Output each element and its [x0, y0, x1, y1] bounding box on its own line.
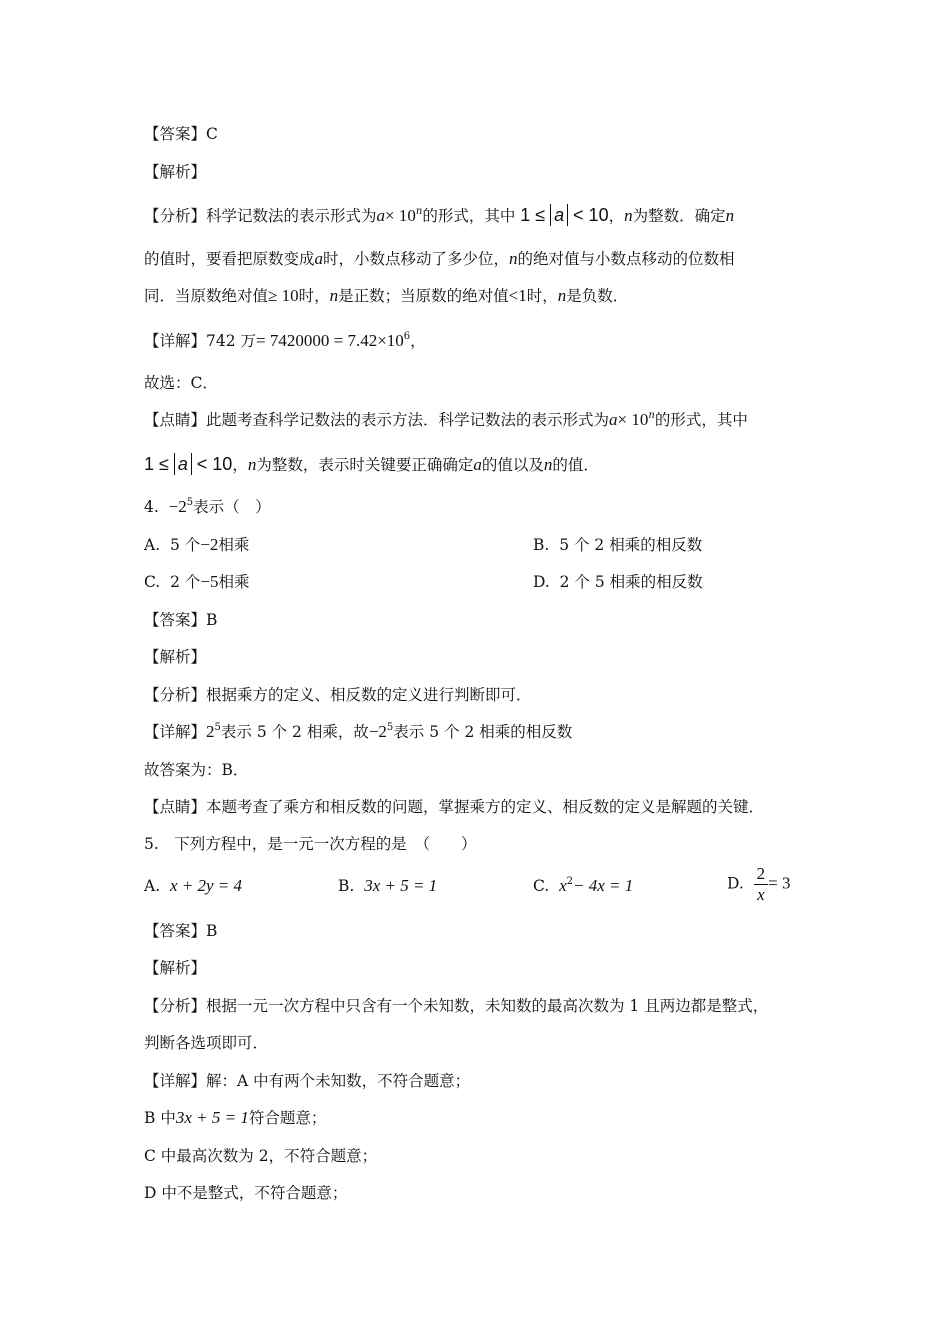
exp: 6: [403, 331, 411, 342]
numerator: 2: [754, 864, 769, 885]
math-a: a: [376, 206, 386, 225]
math-times10: × 10: [617, 410, 649, 429]
q3-detail: [144, 331, 426, 351]
denominator: x: [757, 885, 765, 904]
q5-detail-line-2: [144, 1108, 326, 1128]
abs-a: [550, 204, 568, 226]
q4-analysis-heading: 【解析】: [144, 648, 207, 666]
text: 2 个: [170, 573, 201, 591]
math: − 4x = 1: [573, 876, 634, 895]
text: 为整数．确定: [632, 207, 726, 225]
q5-detail-line-1: 【详解】解：A 中有两个未知数，不符合题意；: [144, 1072, 471, 1090]
exp: 5: [186, 497, 194, 508]
math-a: a: [609, 410, 618, 429]
text: 时，: [298, 287, 330, 305]
exp: 5: [386, 722, 394, 733]
text: 5 个 2 相乘的相反数: [559, 536, 703, 554]
text: 符合题意；: [248, 1109, 327, 1127]
text: 【分析】科学记数法的表示形式为: [144, 207, 377, 225]
q5-option-a: [144, 876, 242, 896]
math: x: [559, 876, 567, 895]
text: 相乘: [218, 573, 250, 591]
option-label: A.: [144, 877, 161, 895]
math-n: n: [329, 286, 339, 305]
option-label: C.: [144, 573, 161, 591]
math-times10: × 10: [385, 206, 416, 225]
q3-answer: 【答案】C: [144, 125, 218, 143]
q5-analysis-line-2: 判断各选项即可．: [144, 1034, 269, 1052]
q5-analysis-heading: 【解析】: [144, 959, 207, 977]
math-a: a: [473, 455, 482, 474]
math-1-le: 1 ≤: [520, 205, 546, 225]
text: 表示 5 个 2 相乘，故: [220, 723, 369, 741]
q4-option-d: [533, 572, 703, 592]
text: 表示 5 个 2 相乘的相反数: [393, 723, 573, 741]
math-n: n: [543, 455, 553, 474]
math: −2: [200, 535, 219, 554]
exp: 2: [566, 876, 574, 887]
q3-analysis-line-1: [144, 204, 734, 226]
q5-option-d: [727, 864, 791, 905]
math: x + 2y = 4: [169, 876, 243, 895]
text: ，: [232, 456, 248, 474]
text: 时，小数点移动了多少位，: [323, 250, 510, 268]
q5-analysis-line-1: 【分析】根据一元一次方程中只含有一个未知数，未知数的最高次数为 1 且两边都是整式，: [144, 997, 769, 1015]
text: 表示（ ）: [193, 498, 271, 516]
q4-option-a: [144, 535, 249, 555]
q5-detail-line-4: D 中不是整式，不符合题意；: [144, 1184, 348, 1202]
q3-analysis-line-3: [144, 286, 628, 306]
math: 3x + 5 = 1: [364, 876, 438, 895]
math-a: a: [177, 454, 188, 474]
text: 的绝对值与小数点移动的位数相: [517, 250, 735, 268]
q5-stem: 5. 下列方程中，是一元一次方程的是 （ ）: [144, 835, 477, 853]
math: 2: [206, 722, 215, 741]
text: 的形式，其中: [422, 207, 516, 225]
text: 2 个 5 相乘的相反数: [559, 573, 703, 591]
math-n: n: [415, 206, 423, 217]
math-lt-10: < 10: [196, 454, 233, 474]
q3-analysis-heading: 【解析】: [144, 163, 207, 181]
math-1-le: 1 ≤: [144, 454, 169, 474]
math-n: n: [509, 249, 518, 268]
math-lt-10: < 10: [573, 205, 609, 225]
math-n: n: [624, 206, 633, 225]
q3-comment-line-1: [144, 410, 748, 430]
q4-option-c: [144, 572, 250, 592]
q4-option-b: [533, 535, 702, 555]
question-number: 4.: [144, 498, 159, 516]
q3-choice: 故选：C．: [144, 374, 218, 392]
math-n: n: [725, 206, 735, 225]
math: −2: [368, 722, 387, 741]
text: B 中: [144, 1109, 176, 1127]
option-label: A.: [144, 536, 161, 554]
math-expr: −2: [168, 497, 187, 516]
math-a: a: [554, 205, 565, 225]
option-label: D.: [533, 573, 550, 591]
text: 的值时，要看把原数变成: [144, 250, 315, 268]
q4-analysis: 【分析】根据乘方的定义、相反数的定义进行判断即可．: [144, 686, 532, 704]
q5-answer: 【答案】B: [144, 922, 218, 940]
math: = 3: [768, 873, 791, 893]
abs-a: [174, 453, 192, 475]
text: 【详解】742 万: [144, 332, 257, 350]
text: 5 个: [169, 536, 201, 554]
q5-option-c: [533, 876, 633, 896]
text: 时，: [526, 287, 558, 305]
math-n: n: [648, 410, 655, 421]
option-label: D.: [727, 874, 744, 893]
text: 为整数，表示时关键要正确确定: [256, 456, 474, 474]
text: ，: [608, 207, 625, 225]
q4-answer: 【答案】B: [144, 611, 218, 629]
option-label: B.: [338, 877, 355, 895]
q4-detail: [144, 722, 572, 742]
text: 是负数．: [566, 287, 629, 305]
exp: 5: [214, 722, 221, 733]
math: 3x + 5 = 1: [175, 1108, 249, 1127]
text: 【详解】: [144, 723, 207, 741]
q5-detail-line-3: C 中最高次数为 2，不符合题意；: [144, 1147, 378, 1165]
math: −5: [200, 572, 219, 591]
text: 的值以及: [481, 456, 544, 474]
q3-comment-line-2: [144, 453, 599, 475]
fraction: [754, 864, 769, 905]
option-label: C.: [533, 877, 550, 895]
text: 【点睛】此题考查科学记数法的表示方法．科学记数法的表示形式为: [144, 411, 610, 429]
math-a: a: [314, 249, 324, 268]
text: 相乘: [218, 536, 250, 554]
math-n: n: [247, 455, 257, 474]
math-ge-10: ≥ 10: [268, 286, 299, 305]
math-lt-1: <1: [508, 286, 527, 305]
q4-comment: 【点睛】本题考查了乘方和相反数的问题，掌握乘方的定义、相反数的定义是解题的关键．: [144, 798, 765, 816]
math-n: n: [557, 286, 567, 305]
q3-analysis-line-2: [144, 249, 735, 269]
q4-conclusion: 故答案为：B．: [144, 761, 249, 779]
text: 同．当原数绝对值: [144, 287, 269, 305]
text: 的形式，其中: [654, 411, 748, 429]
q4-stem: [144, 497, 271, 517]
q5-option-b: [338, 876, 437, 896]
text: 是正数；当原数的绝对值: [338, 287, 509, 305]
text: ，: [410, 332, 426, 350]
math-detail: = 7420000 = 7.42×10: [256, 331, 404, 350]
text: 的值．: [552, 456, 599, 474]
option-label: B.: [533, 536, 550, 554]
